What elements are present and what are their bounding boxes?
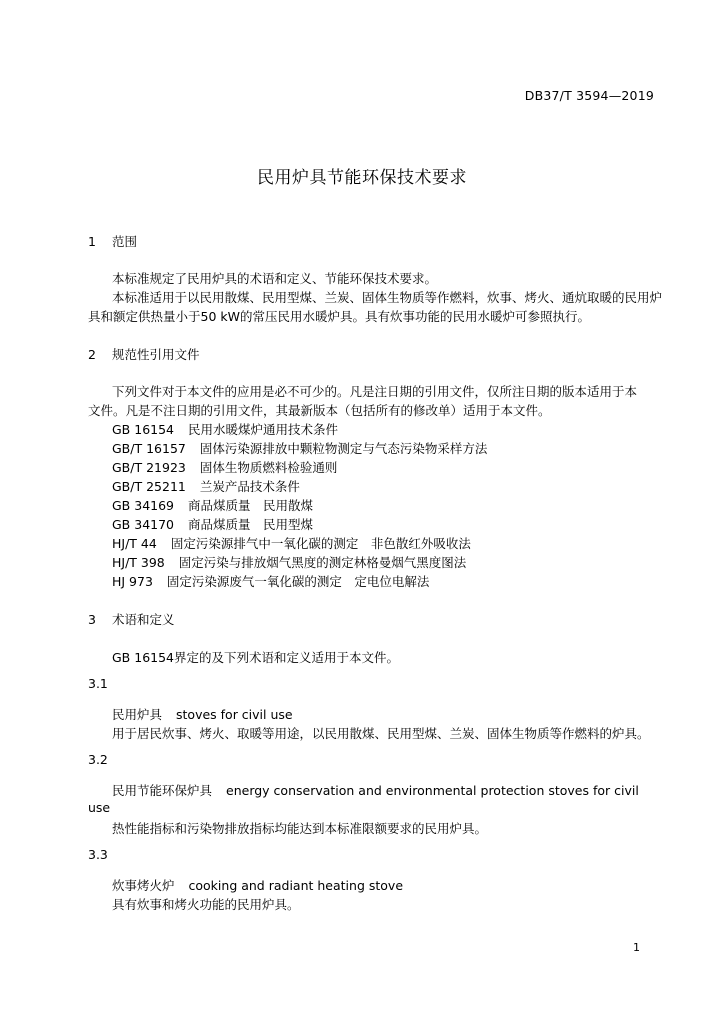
reference-name: 固体生物质燃料检验通则 — [199, 460, 338, 475]
reference-code: GB/T 16157 — [112, 441, 186, 456]
paragraph-line: 下列文件对于本文件的应用是必不可少的。凡是注日期的引用文件，仅所注日期的版本适用于本 — [112, 384, 638, 399]
reference-item — [112, 420, 338, 438]
reference-item — [112, 496, 313, 514]
term-definition: 热性能指标和污染物排放指标均能达到本标准限额要求的民用炉具。 — [112, 821, 488, 836]
page-number: 1 — [633, 941, 640, 954]
term-heading — [112, 705, 293, 723]
reference-item — [112, 439, 487, 457]
term-definition: 具有炊事和烤火功能的民用炉具。 — [112, 897, 300, 912]
term-heading — [112, 781, 639, 799]
term-en: stoves for civil use — [176, 707, 293, 722]
reference-item — [112, 458, 337, 476]
reference-name: 商品煤质量 民用散煤 — [188, 498, 314, 513]
reference-name: 民用水暖煤炉通用技术条件 — [188, 422, 339, 437]
reference-code: GB 34170 — [112, 517, 174, 532]
reference-name: 固定污染源废气一氧化碳的测定 定电位电解法 — [166, 574, 430, 589]
document-title: 民用炉具节能环保技术要求 — [257, 168, 467, 188]
reference-name: 固定污染与排放烟气黑度的测定林格曼烟气黑度图法 — [178, 555, 467, 570]
section-title: 范围 — [111, 234, 137, 249]
term-definition: 用于居民炊事、烤火、取暖等用途，以民用散煤、民用型煤、兰炭、固体生物质等作燃料的炉具。 — [112, 726, 650, 741]
paragraph: GB 16154界定的及下列术语和定义适用于本文件。 — [112, 650, 400, 665]
paragraph-line: 文件。凡是不注日期的引用文件，其最新版本（包括所有的修改单）适用于本文件。 — [88, 403, 551, 418]
section-1-heading — [88, 232, 137, 250]
section-number: 3 — [88, 612, 96, 627]
term-number: 3.2 — [88, 752, 108, 767]
section-number: 2 — [88, 347, 96, 362]
section-3-heading — [88, 610, 175, 628]
reference-item — [112, 534, 471, 552]
reference-code: HJ/T 44 — [112, 536, 157, 551]
section-title: 规范性引用文件 — [111, 347, 200, 362]
reference-name: 固体污染源排放中颗粒物测定与气态污染物采样方法 — [199, 441, 488, 456]
reference-name: 兰炭产品技术条件 — [199, 479, 300, 494]
term-en-continued: use — [88, 800, 111, 815]
reference-code: GB/T 25211 — [112, 479, 186, 494]
reference-name: 商品煤质量 民用型煤 — [188, 517, 314, 532]
reference-code: HJ 973 — [112, 574, 153, 589]
reference-item — [112, 572, 429, 590]
term-heading — [112, 876, 403, 894]
section-title: 术语和定义 — [111, 612, 175, 627]
reference-code: HJ/T 398 — [112, 555, 165, 570]
reference-name: 固定污染源排气中一氧化碳的测定 非色散红外吸收法 — [170, 536, 471, 551]
term-en: cooking and radiant heating stove — [188, 878, 404, 893]
term-en: energy conservation and environmental protection stoves for civil — [226, 783, 639, 798]
reference-item — [112, 515, 313, 533]
reference-item — [112, 553, 466, 571]
term-number: 3.1 — [88, 676, 108, 691]
term-zh: 炊事烤火炉 — [112, 878, 175, 893]
section-2-heading — [88, 345, 200, 363]
reference-code: GB 34169 — [112, 498, 174, 513]
paragraph-line: 具和额定供热量小于50 kW的常压民用水暖炉具。具有炊事功能的民用水暖炉可参照执行。 — [88, 309, 590, 324]
term-number: 3.3 — [88, 847, 108, 862]
section-number: 1 — [88, 234, 96, 249]
paragraph: 本标准规定了民用炉具的术语和定义、节能环保技术要求。 — [112, 271, 438, 286]
standard-code: DB37/T 3594—2019 — [524, 88, 654, 103]
reference-code: GB/T 21923 — [112, 460, 186, 475]
paragraph-line: 本标准适用于以民用散煤、民用型煤、兰炭、固体生物质等作燃料，炊事、烤火、通炕取暖的民用炉 — [112, 290, 663, 305]
term-zh: 民用炉具 — [112, 707, 163, 722]
reference-code: GB 16154 — [112, 422, 174, 437]
term-zh: 民用节能环保炉具 — [112, 783, 213, 798]
reference-item — [112, 477, 300, 495]
